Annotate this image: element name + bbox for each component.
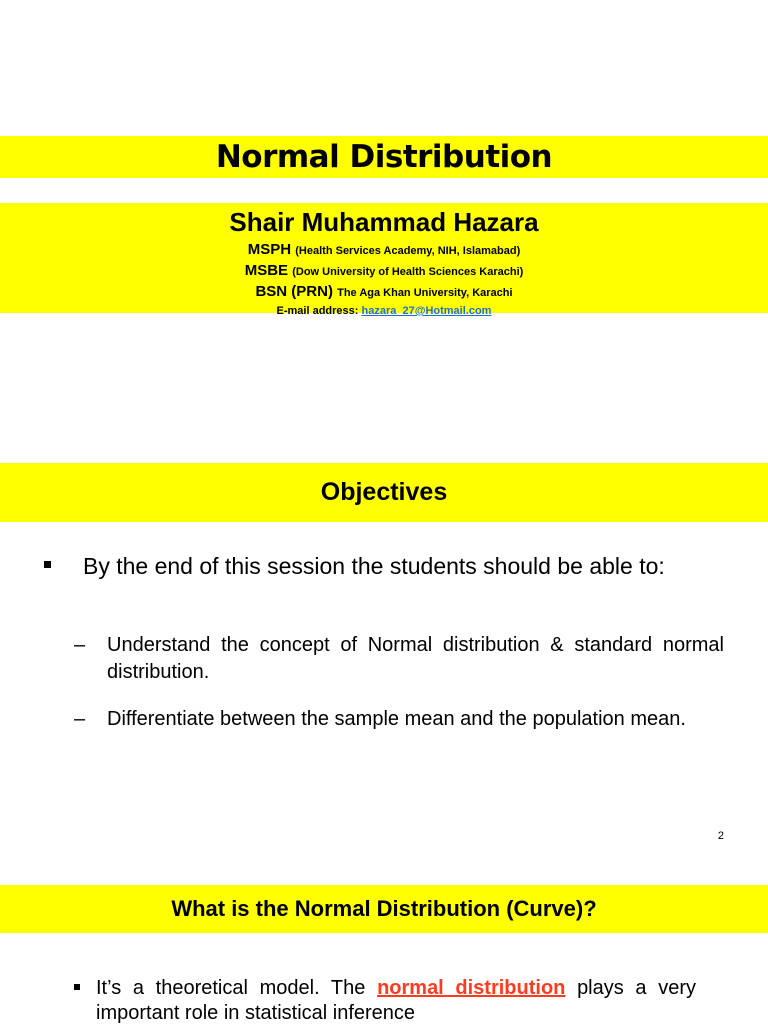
email-label: E-mail address:: [276, 305, 359, 317]
definition-text-after: plays a very important role in statistical inference: [96, 977, 696, 1024]
objectives-title: Objectives: [320, 478, 448, 506]
credential-line: [0, 261, 768, 282]
definition-bullet: [74, 976, 696, 1026]
objective-subitem: [74, 632, 724, 686]
credential-line: [0, 240, 768, 261]
credential-detail: (Health Services Academy, NIH, Islamabad): [295, 245, 521, 257]
page-number: 2: [717, 830, 724, 842]
dash-bullet-icon: –: [74, 708, 86, 730]
author-block: [0, 204, 768, 319]
subitem-text: Understand the concept of Normal distribution & standard normal distribution.: [107, 634, 724, 683]
section-title: What is the Normal Distribution (Curve)?: [171, 896, 597, 921]
author-name: Shair Muhammad Hazara: [229, 207, 539, 237]
bullet-text: By the end of this session the students should be able to:: [83, 553, 665, 579]
slide-title: Normal Distribution: [215, 139, 553, 175]
highlighted-term: normal distribution: [377, 977, 566, 999]
definition-text-before: It’s a theoretical model. The: [96, 977, 366, 999]
credential-line: [0, 282, 768, 303]
credential-degree: MSPH: [247, 241, 292, 258]
square-bullet-icon: [74, 984, 80, 990]
email-link[interactable]: hazara_27@Hotmail.com: [361, 305, 492, 317]
objective-subitem: [74, 706, 724, 733]
square-bullet-icon: [44, 561, 51, 568]
credential-degree: BSN (PRN): [255, 283, 333, 300]
credential-detail: (Dow University of Health Sciences Karachi): [292, 266, 524, 278]
objective-bullet: [44, 551, 724, 581]
subitem-text: Differentiate between the sample mean and the population mean.: [107, 708, 686, 730]
credential-detail: The Aga Khan University, Karachi: [337, 287, 513, 299]
email-line: [0, 303, 768, 319]
credential-degree: MSBE: [244, 262, 289, 279]
dash-bullet-icon: –: [74, 634, 86, 656]
definition-text: [96, 976, 696, 1026]
